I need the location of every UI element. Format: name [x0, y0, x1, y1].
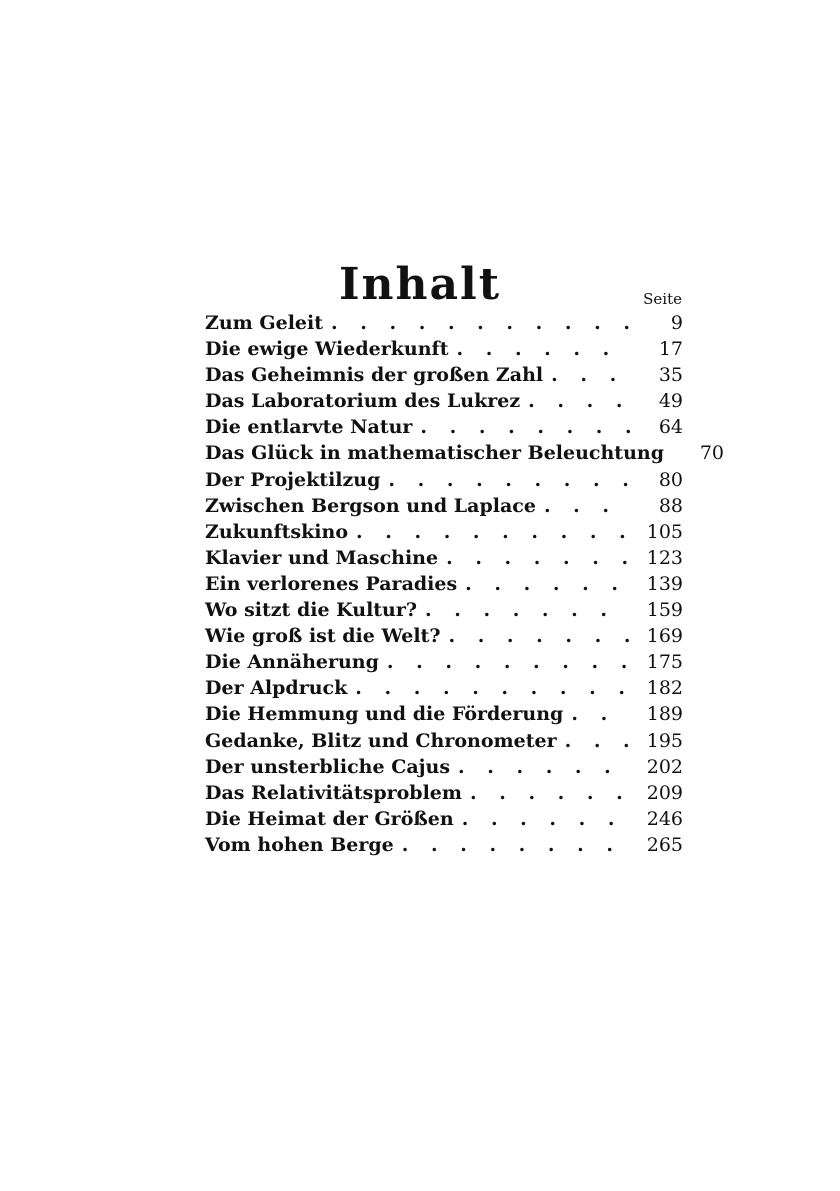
- toc-leader-dots: [551, 362, 631, 388]
- toc-leader-dots: [528, 388, 631, 414]
- toc-leader-dots: [356, 519, 631, 545]
- toc-entry: [205, 806, 683, 832]
- toc-leader-dots: [465, 571, 631, 597]
- toc-entry-title: Zukunftskino: [205, 520, 348, 543]
- table-of-contents: [205, 310, 724, 858]
- toc-entry: [205, 675, 683, 701]
- page-column-label: Seite: [643, 290, 682, 308]
- toc-entry-page: 49: [658, 390, 683, 413]
- toc-leader-dots: [456, 336, 631, 362]
- toc-leader-dots: [565, 728, 631, 754]
- toc-entry-page: 169: [646, 625, 683, 648]
- toc-entry: [205, 545, 683, 571]
- toc-entry-title: Klavier und Maschine: [205, 546, 439, 569]
- toc-entry-page: 159: [646, 599, 683, 622]
- toc-entry: [205, 467, 683, 493]
- toc-entry-title: Die Annäherung: [205, 651, 379, 674]
- toc-entry: [205, 623, 683, 649]
- toc-leader-dots: [462, 806, 631, 832]
- toc-entry-page: 123: [646, 546, 683, 569]
- toc-entry: [205, 649, 683, 675]
- toc-entry: [205, 336, 683, 362]
- toc-entry: [205, 571, 683, 597]
- toc-leader-dots: [402, 832, 631, 858]
- toc-entry-title: Das Glück in mathematischer Beleuchtung: [205, 442, 664, 465]
- toc-entry-page: 209: [646, 781, 683, 804]
- page-title: Inhalt: [338, 259, 502, 311]
- toc-leader-dots: [387, 649, 631, 675]
- toc-entry-page: 182: [646, 677, 683, 700]
- toc-entry-title: Das Geheimnis der großen Zahl: [205, 364, 544, 387]
- toc-entry: [205, 414, 683, 440]
- toc-entry: [205, 519, 683, 545]
- toc-entry-page: 64: [658, 416, 683, 439]
- toc-entry-page: 105: [646, 520, 683, 543]
- toc-entry: [205, 780, 683, 806]
- toc-leader-dots: [425, 597, 631, 623]
- toc-leader-dots: [388, 467, 631, 493]
- toc-entry: [205, 388, 683, 414]
- toc-entry-page: 17: [658, 338, 683, 361]
- toc-entry-title: Der unsterbliche Cajus: [205, 755, 451, 778]
- toc-entry-title: Zum Geleit: [205, 312, 324, 334]
- toc-entry-page: 9: [670, 312, 683, 334]
- toc-entry-title: Der Alpdruck: [205, 677, 348, 700]
- toc-entry-page: 175: [646, 651, 683, 674]
- toc-entry-page: 88: [658, 494, 683, 517]
- toc-entry-title: Gedanke, Blitz und Chronometer: [205, 729, 557, 752]
- toc-entry: [205, 832, 683, 858]
- toc-leader-dots: [448, 623, 631, 649]
- toc-entry-page: 202: [646, 755, 683, 778]
- toc-entry-page: 80: [658, 468, 683, 491]
- toc-leader-dots: [446, 545, 631, 571]
- toc-leader-dots: [355, 675, 631, 701]
- toc-entry-title: Die Hemmung und die Förderung: [205, 703, 564, 726]
- toc-entry-title: Das Laboratorium des Lukrez: [205, 390, 521, 413]
- toc-leader-dots: [331, 310, 631, 336]
- toc-leader-dots: [571, 701, 631, 727]
- toc-entry-page: 195: [646, 729, 683, 752]
- toc-entry-title: Wie groß ist die Welt?: [205, 625, 441, 648]
- toc-entry: [205, 597, 683, 623]
- toc-entry-title: Der Projektilzug: [205, 468, 381, 491]
- toc-entry-page: 265: [646, 833, 683, 856]
- toc-entry-title: Zwischen Bergson und Laplace: [205, 494, 536, 517]
- toc-entry-title: Vom hohen Berge: [205, 833, 394, 856]
- toc-entry: [205, 754, 683, 780]
- toc-entry-page: 246: [646, 807, 683, 830]
- toc-leader-dots: [544, 493, 631, 519]
- toc-entry-page: 35: [658, 364, 683, 387]
- toc-entry-title: Die Heimat der Größen: [205, 807, 454, 830]
- toc-entry-title: Die ewige Wiederkunft: [205, 338, 449, 361]
- toc-leader-dots: [420, 414, 631, 440]
- toc-entry-title: Die entlarvte Natur: [205, 416, 413, 439]
- toc-entry: [205, 493, 683, 519]
- toc-entry-page: 70: [699, 442, 724, 465]
- toc-entry: [205, 440, 724, 466]
- toc-entry-title: Das Relativitätsproblem: [205, 781, 462, 804]
- toc-leader-dots: [458, 754, 631, 780]
- toc-entry: [205, 362, 683, 388]
- toc-entry: [205, 701, 683, 727]
- toc-entry-page: 139: [646, 572, 683, 595]
- toc-leader-dots: [470, 780, 631, 806]
- toc-entry-title: Wo sitzt die Kultur?: [205, 599, 418, 622]
- toc-entry-page: 189: [646, 703, 683, 726]
- toc-entry-title: Ein verlorenes Paradies: [205, 572, 458, 595]
- toc-entry: [205, 310, 683, 336]
- toc-entry: [205, 728, 683, 754]
